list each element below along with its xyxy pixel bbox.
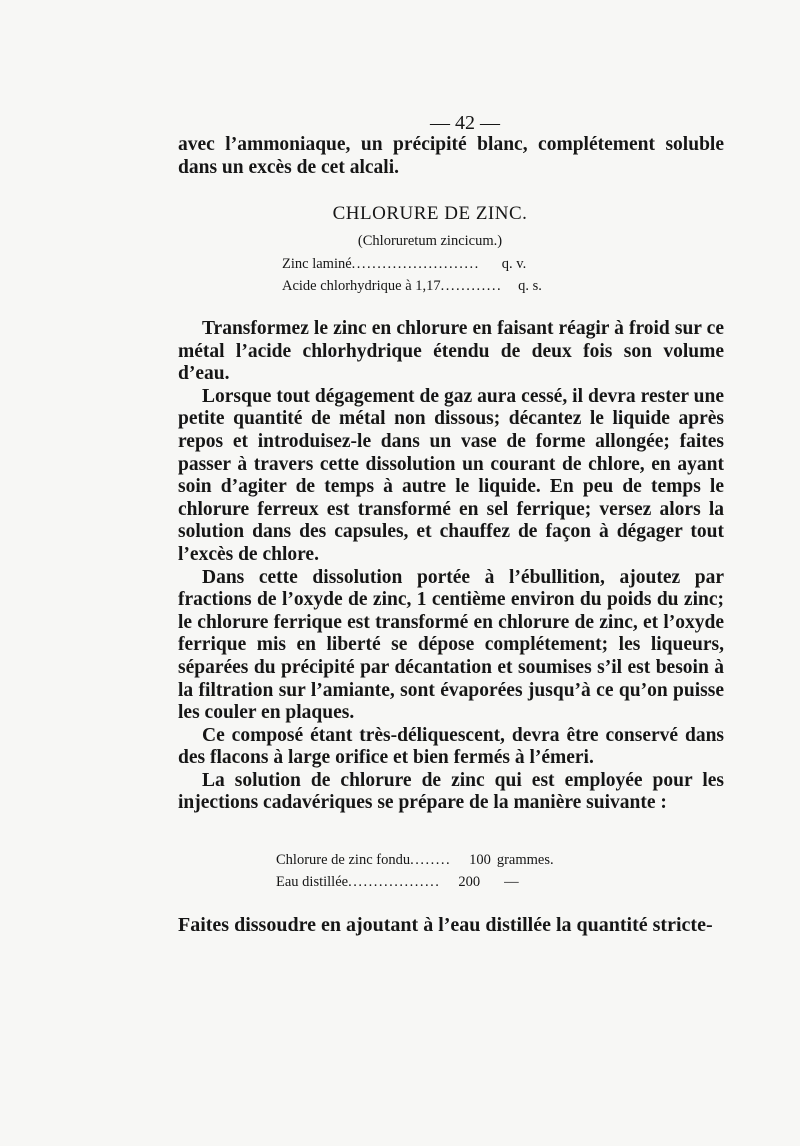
intro-text: avec l’ammoniaque, un précipité blanc, complétement soluble dans un excès de cet alcali. bbox=[178, 134, 724, 178]
formula-row bbox=[276, 852, 554, 874]
paragraph: La solution de chlorure de zinc qui est employée pour les injections cadavériques se prépare de la manière suivante : bbox=[178, 769, 724, 814]
page-number-text: — 42 — bbox=[430, 112, 500, 134]
formula-1 bbox=[282, 256, 542, 300]
leader-dots: .................. bbox=[348, 874, 441, 890]
paragraph: Ce composé étant très-déliquescent, devra être conservé dans des flacons à large orifice et bien fermés à l’émeri. bbox=[178, 724, 724, 769]
leader-dots: ......................... bbox=[351, 256, 480, 272]
ingredient-unit: — bbox=[504, 874, 519, 890]
paragraph: Lorsque tout dégagement de gaz aura cessé, il devra rester une petite quantité de métal non dissous; décantez le liquide après repos et introduisez-le dans un vase de forme allongée; faites passer à travers cette dissolution un courant de chlore, en ayant soin d’agiter de temps à autre le liquide. En peu de temps le chlorure ferreux est transformé en sel ferrique; versez alors la solution dans des capsules, et chauffez de façon à dégager tout l’excès de chlore. bbox=[178, 385, 724, 565]
ingredient-quantity: 100 bbox=[469, 852, 491, 868]
ingredient-label: Chlorure de zinc fondu bbox=[276, 852, 411, 868]
ingredient-label: Zinc laminé bbox=[282, 256, 352, 272]
intro-paragraph bbox=[178, 134, 724, 179]
ingredient-label: Eau distillée bbox=[276, 874, 349, 890]
closing-paragraph bbox=[178, 914, 724, 937]
closing-text: Faites dissoudre en ajoutant à l’eau distillée la quantité stricte- bbox=[178, 914, 713, 936]
ingredient-unit: grammes. bbox=[496, 852, 554, 868]
formula-row bbox=[276, 874, 554, 896]
latin-name bbox=[0, 233, 800, 250]
formula-row bbox=[282, 278, 542, 300]
latin-name-text: (Chloruretum zincicum.) bbox=[357, 233, 503, 249]
body-text bbox=[178, 318, 724, 815]
ingredient-label: Acide chlorhydrique à 1,17 bbox=[282, 278, 441, 294]
ingredient-quantity: 200 bbox=[458, 874, 481, 890]
ingredient-quantity: q. s. bbox=[518, 278, 542, 294]
page-number bbox=[0, 112, 800, 135]
paragraph: Dans cette dissolution portée à l’ébullition, ajoutez par fractions de l’oxyde de zinc, 1 centième environ du poids du zinc; le chlorure ferrique est transformé en chlorure de zinc, et l’oxyde ferrique mis en liberté se dépose complétement; les liqueurs, séparées du précipité par décantation et soumises s’il est besoin à la filtration sur l’amiante, sont évaporées jusqu’à ce qu’on puisse les couler en plaques. bbox=[178, 566, 724, 724]
section-title bbox=[0, 203, 800, 225]
section-title-text: CHLORURE DE ZINC. bbox=[332, 203, 528, 224]
formula-2 bbox=[276, 852, 554, 896]
ingredient-quantity: q. v. bbox=[501, 256, 527, 272]
paragraph: Transformez le zinc en chlorure en faisant réagir à froid sur ce métal l’acide chlorhydrique étendu de deux fois son volume d’eau. bbox=[178, 318, 724, 385]
leader-dots: ............ bbox=[440, 278, 503, 294]
leader-dots: ........ bbox=[410, 852, 452, 868]
formula-row bbox=[282, 256, 542, 278]
